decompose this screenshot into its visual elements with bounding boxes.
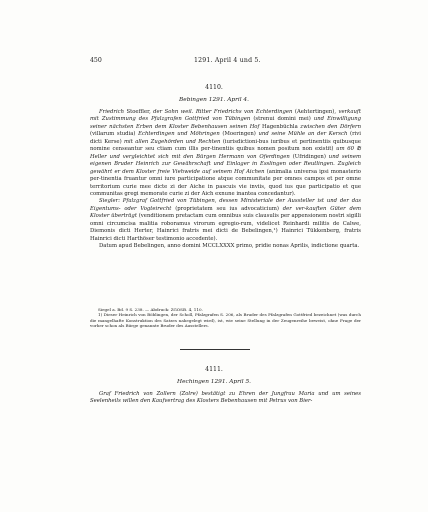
separator-rule	[180, 349, 250, 350]
entry-body-2	[90, 391, 361, 406]
seal-reference: Siegel a. Bd. 9 S. 238. — Abdruck: ZGOSB. 4, 110.	[98, 307, 203, 312]
footnotes	[90, 307, 361, 328]
entry-number: 4110.	[205, 84, 223, 91]
entry-number-2: 4111.	[205, 366, 223, 373]
running-title: 1291. April 4 und 5.	[194, 57, 261, 64]
entry-body	[90, 109, 361, 251]
regest-paragraph-2: Graf Friedrich von Zollern (Zolre) bestätigt zu Ehren der Jungfrau Maria und um seines Seelenheils willen den Kaufvertrag des Klosters Bebenhausen mit Petrus von Bier-	[90, 391, 361, 405]
sealer-paragraph: Siegler: Pfalzgraf Gottfried von Tübingen, dessen Ministeriale der Aussteller ist und der das Eigentums- oder Vogteirecht (proprietatem seu ius advocaticium) der ver-kauften Güter dem Kloster überträgt (venditionem pretactam cum omnibus suis clausulis per appensionem nostri sigilli omni circumcisa malitia roboramus virorum egregio-rum, videlicet Reinhardi militis de Calwe, Diemonis dicti Herter, Hainrici fratris mei dicti de Bebelingen,¹) Hainrici Tükkenberg, fratris Hainrici dicti Harthöser testimonio accedente).	[90, 198, 361, 242]
regest-paragraph: Friedrich Stoeffler, der Sohn weil. Ritter Friedrichs von Echterdingen (Aehtertingen), verkauft mit Zustimmung des Pfalzgrafen Gottfried von Tübingen (strenui domini mei) und Einwilligung seiner nächsten Erben dem Kloster Bebenhausen seinen Hof Hagenbüchla zwischen den Dörfern (villarum studia) Echterdingen und Möhringen (Moeringen) und seine Mühle an der Kersch (rivi dicti Kerse) mit allen Zugehörden und Rechten (iurisdictioni-bus iuribus et pertinentiis quibusque nomine censeantur seu ctiam cum illis per-tinentiis quibus nomen positum non existit) um 60 ℔ Heller und vergleichtet sich mit den Bürgen Hermann von Oferdingen (Ufridingen) und seinem eigenen Bruder Heinrich zur Gewährschaft und Einlager in Esslingen oder Reutlingen. Zugleich gewährt er dem Kloster freie Viehweide auf seinem Hof Aichen (animalia universa ipsi monasterio per-tinentia fruantur omni iure participatione atque communitate per omnes campos et per omne territorium curie mee dicte zi der Aiche in pascuis vie inviis, quod ius que participatio et que communitas gregi memorate curie zi der Aich exnune inantea concedantur).	[90, 109, 362, 197]
footnote-1: 1) Dieser Heinrich von Böblingen, der Scholl, Pfalzgrafen S. 206, als Bruder des Pfalzgrafen Gottfried bezeichnet (was durch die mangelhafte Konstruktion des Satzes nahegelegt wird), ist, wie seine Stellung in der Zeugenreihe beweist, ohne Frage der vorher schon als Bürge genannte Bruder des Ausstellers.	[90, 312, 361, 328]
entry-dateline-2: Hechingen 1291. April 5.	[177, 379, 251, 385]
page-header	[90, 57, 360, 66]
page-number: 450	[90, 57, 102, 64]
entry-dateline: Bebingen 1291. April 4.	[179, 97, 249, 103]
dating-paragraph: Datum apud Bebelingen, anno domini MCCLXXXX primo, pridie nonas Aprilis, indictione quarta.	[99, 243, 360, 250]
